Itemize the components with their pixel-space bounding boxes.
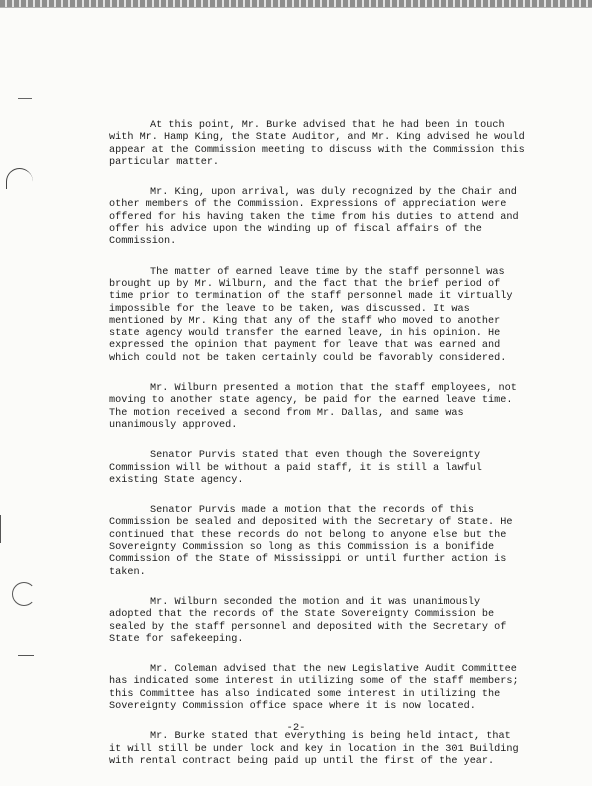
paragraph-4: Mr. Wilburn presented a motion that the staff employees, not moving to another state agency, be paid for the earned leave time. The motion received a second from Mr. Dallas, and same was unanimously approved. bbox=[109, 383, 517, 431]
paragraph-6: Senator Purvis made a motion that the records of this Commission be sealed and deposited with the Secretary of State. He continued that these records do not belong to anyone else but the Sovereignty Commission so long as this Commission is a bonifide Commission of the State of Mississippi or until further action is taken. bbox=[109, 505, 513, 578]
paragraph-5: Senator Purvis stated that even though the Sovereignty Commission will be without a paid staff, it is still a lawful existing State agency. bbox=[109, 450, 482, 486]
page-number: -2- bbox=[286, 722, 306, 734]
margin-mark bbox=[18, 655, 34, 656]
paragraph-8: Mr. Coleman advised that the new Legislative Audit Committee has indicated some interest in utilizing some of the staff members; this Committee has also indicated some interest in utilizing the Sovereignty Commission office space where it is now located. bbox=[109, 664, 519, 712]
margin-mark bbox=[18, 98, 32, 99]
paragraph-2: Mr. King, upon arrival, was duly recognized by the Chair and other members of the Commission. Expressions of appreciation were offered for his having taken the time from his duties to attend and offer his advice upon the winding up of fiscal affairs of the Commission. bbox=[109, 187, 519, 248]
margin-mark bbox=[6, 168, 33, 189]
margin-mark bbox=[0, 515, 1, 543]
paragraph-3: The matter of earned leave time by the staff personnel was brought up by Mr. Wilburn, and the fact that the brief period of time prior to termination of the staff personnel made it virtually impossible for the leave to be taken, was discussed. It was mentioned by Mr. King that any of the staff who moved to another state agency would transfer the earned leave, in his opinion. He expressed the opinion that payment for leave that was earned and which could not be taken certainly could be favorably considered. bbox=[109, 266, 513, 364]
paragraph-9: Mr. Burke stated that everything is being held intact, that it will still be under lock and key in location in the 301 Building with rental contract being paid up until the first of the year. bbox=[109, 731, 519, 767]
paragraph-1: At this point, Mr. Burke advised that he had been in touch with Mr. Hamp King, the State Auditor, and Mr. King advised he would appear at the Commission meeting to discuss with the Commission this particular matter. bbox=[109, 120, 525, 168]
margin-mark bbox=[12, 582, 36, 606]
document-body bbox=[109, 120, 529, 786]
scan-top-edge bbox=[0, 0, 592, 7]
paragraph-7: Mr. Wilburn seconded the motion and it was unanimously adopted that the records of the State Sovereignty Commission be sealed by the staff personnel and deposited with the Secretary of State for safekeeping. bbox=[109, 596, 507, 645]
